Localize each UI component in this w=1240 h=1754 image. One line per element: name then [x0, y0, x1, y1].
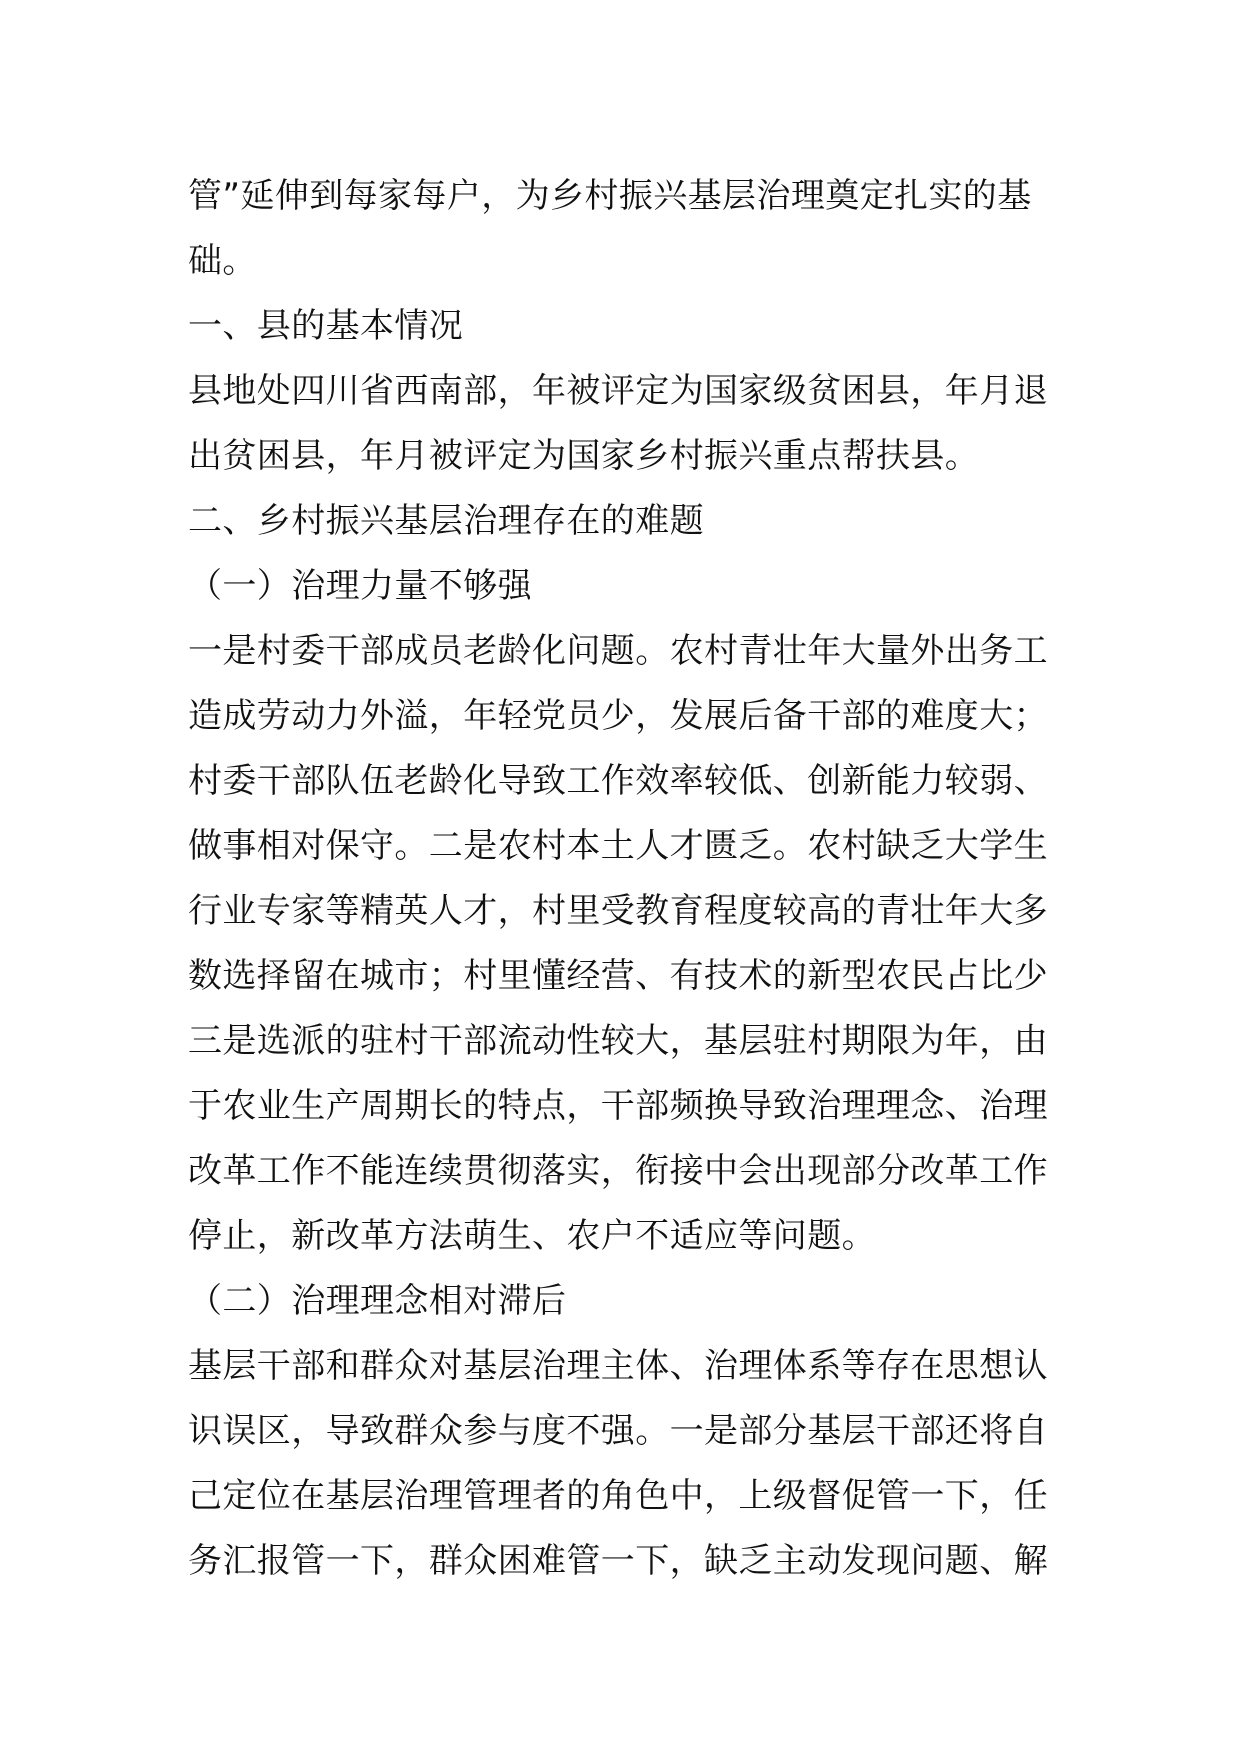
document-body: [188, 164, 1060, 1594]
text-line: 管”延伸到每家每户，为乡村振兴基层治理奠定扎实的基: [188, 176, 1032, 216]
text-line: 行业专家等精英人才，村里受教育程度较高的青壮年大多: [188, 891, 1048, 931]
text-line: 基层干部和群众对基层治理主体、治理体系等存在思想认: [188, 1346, 1048, 1386]
section-heading: 二、乡村振兴基层治理存在的难题: [188, 501, 704, 541]
text-line: 务汇报管一下，群众困难管一下，缺乏主动发现问题、解: [188, 1541, 1048, 1581]
text-line: 出贫困县，年月被评定为国家乡村振兴重点帮扶县。: [188, 436, 980, 476]
subsection-heading: （二）治理理念相对滞后: [188, 1281, 567, 1321]
text-line: 停止，新改革方法萌生、农户不适应等问题。: [188, 1216, 876, 1256]
text-line: 数选择留在城市；村里懂经营、有技术的新型农民占比少: [188, 956, 1048, 996]
text-line: 识误区，导致群众参与度不强。一是部分基层干部还将自: [188, 1411, 1048, 1451]
text-line: 做事相对保守。二是农村本土人才匮乏。农村缺乏大学生: [188, 826, 1048, 866]
text-line: 于农业生产周期长的特点，干部频换导致治理理念、治理: [188, 1086, 1048, 1126]
text-line: 造成劳动力外溢，年轻党员少，发展后备干部的难度大；: [188, 696, 1048, 736]
text-line: 础。: [188, 241, 257, 281]
section-heading: 一、县的基本情况: [188, 306, 464, 346]
text-line: 县地处四川省西南部，年被评定为国家级贫困县，年月退: [188, 371, 1048, 411]
subsection-heading: （一）治理力量不够强: [188, 566, 532, 606]
text-line: 一是村委干部成员老龄化问题。农村青壮年大量外出务工: [188, 631, 1048, 671]
text-line: 村委干部队伍老龄化导致工作效率较低、创新能力较弱、: [188, 761, 1048, 801]
text-line: 改革工作不能连续贯彻落实，衔接中会出现部分改革工作: [188, 1151, 1048, 1191]
text-line: 己定位在基层治理管理者的角色中，上级督促管一下，任: [188, 1476, 1048, 1516]
text-line: 三是选派的驻村干部流动性较大，基层驻村期限为年，由: [188, 1021, 1048, 1061]
